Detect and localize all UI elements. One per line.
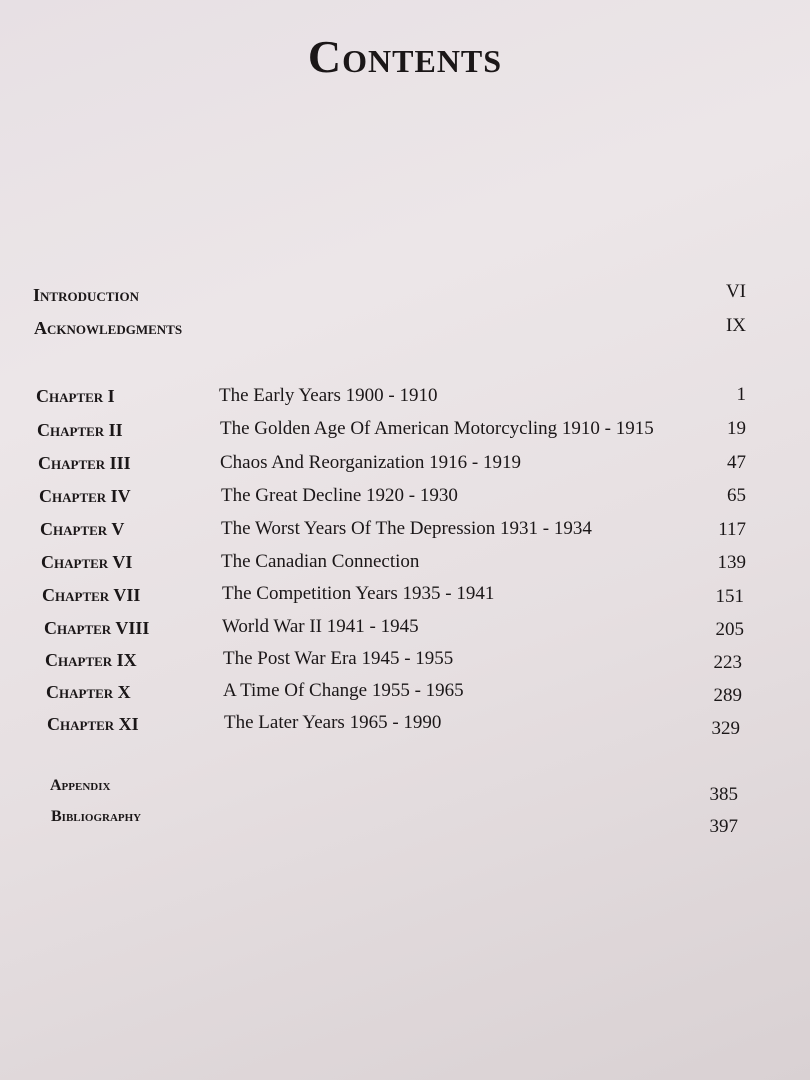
toc-label-acknowledgments: Acknowledgments [34,318,183,338]
chapter-page: 139 [717,552,746,573]
chapter-title: The Golden Age Of American Motorcycling 1910 - 1915 [220,418,654,439]
chapter-page: 223 [713,652,742,673]
chapter-page: 47 [727,452,746,473]
chapter-label: Chapter VI [41,552,133,572]
chapter-label: Chapter XI [47,714,139,734]
chapter-title: The Post War Era 1945 - 1955 [223,648,454,669]
chapter-page: 205 [715,619,744,640]
chapter-title: A Time Of Change 1955 - 1965 [223,680,464,701]
chapter-title: The Worst Years Of The Depression 1931 - 1934 [221,518,592,539]
chapter-label: Chapter IX [45,650,137,670]
chapter-label: Chapter III [38,453,131,473]
toc-page-appendix: 385 [709,784,738,805]
page-title: Contents [307,31,503,82]
chapter-label: Chapter V [40,519,125,539]
chapter-label: Chapter VII [42,585,141,605]
chapter-title: The Later Years 1965 - 1990 [224,712,442,733]
chapter-title: Chaos And Reorganization 1916 - 1919 [220,452,521,473]
toc-page-acknowledgments: IX [725,315,746,336]
chapter-page: 289 [713,685,742,706]
chapter-label: Chapter I [36,386,115,406]
toc-label-introduction: Introduction [33,285,139,305]
chapter-title: World War II 1941 - 1945 [222,616,419,637]
chapter-page: 1 [736,384,746,405]
chapter-title: The Great Decline 1920 - 1930 [221,485,458,506]
toc-label-bibliography: Bibliography [51,808,142,825]
chapter-page: 151 [715,586,744,607]
chapter-title: The Competition Years 1935 - 1941 [222,583,495,604]
chapter-title: The Early Years 1900 - 1910 [219,385,438,406]
chapter-label: Chapter VIII [44,618,150,638]
chapter-label: Chapter IV [39,486,131,506]
toc-page-bibliography: 397 [709,816,738,837]
chapter-page: 19 [727,418,746,439]
chapter-page: 329 [711,718,740,739]
toc-page-introduction: VI [725,281,746,302]
chapter-page: 117 [718,519,746,540]
chapter-page: 65 [727,485,746,506]
chapter-label: Chapter II [37,420,123,440]
chapter-label: Chapter X [46,682,131,702]
toc-label-appendix: Appendix [50,777,111,794]
chapter-title: The Canadian Connection [221,551,420,572]
